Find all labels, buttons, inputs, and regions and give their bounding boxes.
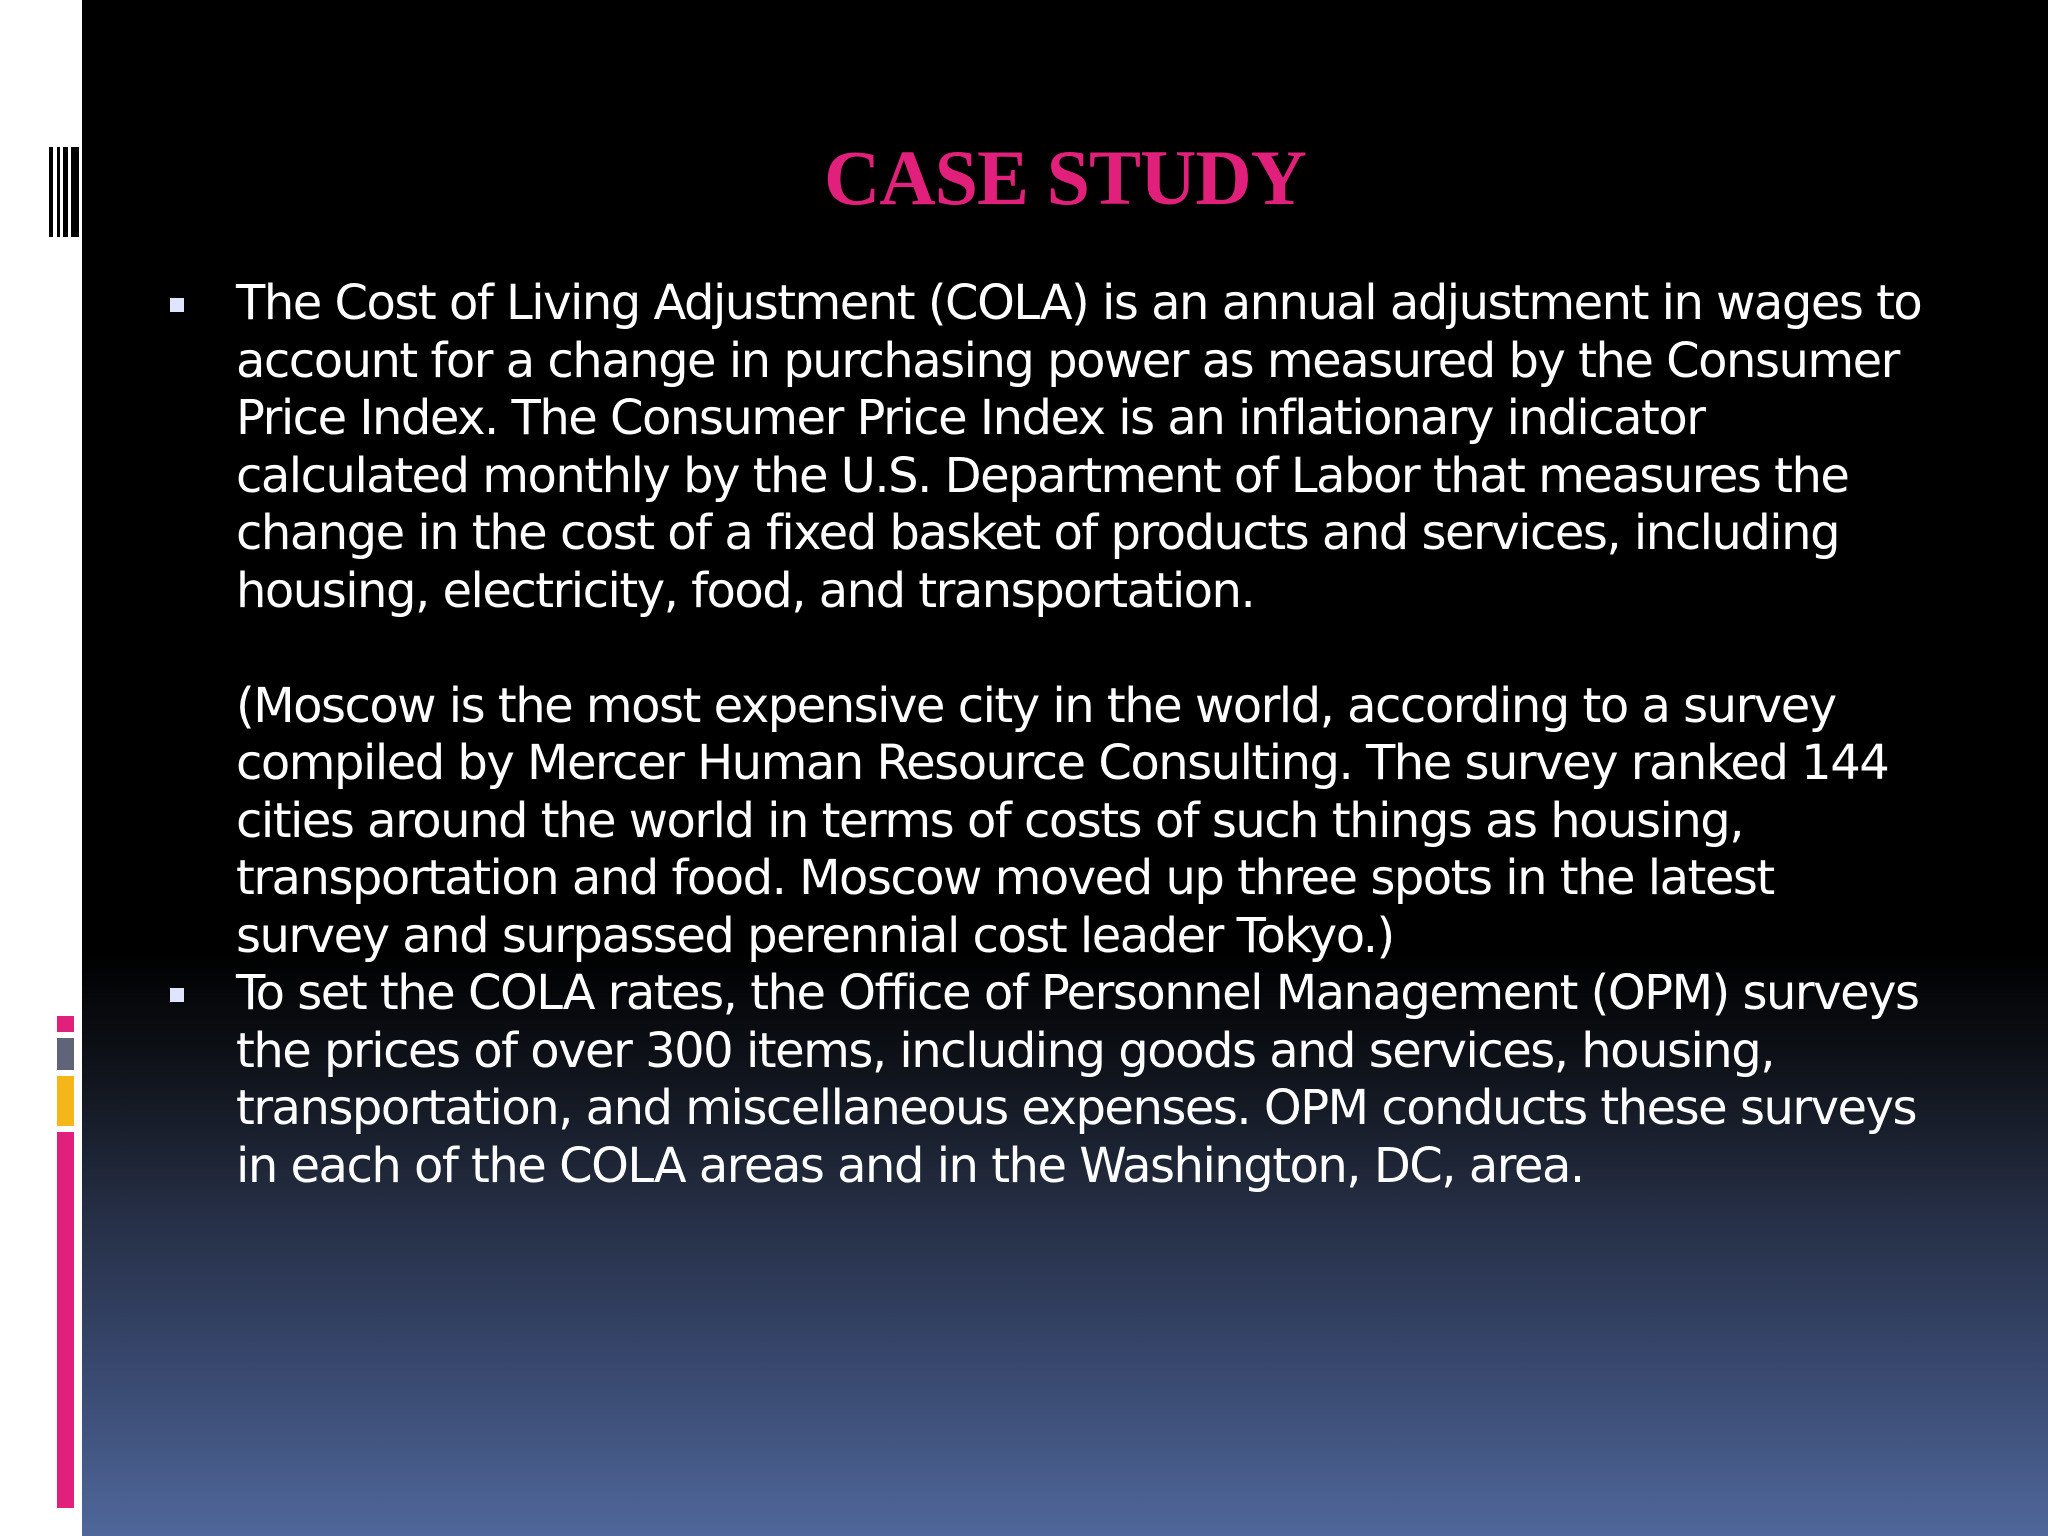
accent-gray (57, 1038, 74, 1070)
accent-pink-bar (57, 1132, 74, 1508)
slide-title: CASE STUDY (824, 134, 1306, 221)
bullet-opm-survey (236, 965, 1936, 1195)
moscow-survey-text: (Moscow is the most expensive city in the world, according to a survey compiled by Mercer Human Resource Consulting. The survey ranked 144 cities around the world in terms of costs of such things as housing, transportation and food. Moscow moved up three spots in the latest survey and surpassed perennial cost leader Tokyo.) (236, 677, 1889, 964)
square-bullet-icon (170, 298, 184, 312)
accent-yellow (57, 1076, 74, 1126)
cola-definition-text: The Cost of Living Adjustment (COLA) is an annual adjustment in wages to account for a change in purchasing power as measured by the Consumer Price Index. The Consumer Price Index is an inflationary indicator calculated monthly by the U.S. Department of Labor that measures the change in the cost of a fixed basket of products and services, including housing, electricity, food, and transportation. (236, 275, 1922, 619)
bullet-list (236, 275, 1936, 1195)
opm-survey-text: To set the COLA rates, the Office of Personnel Management (OPM) surveys the prices of over 300 items, including goods and services, housing, transportation, and miscellaneous expenses. OPM conducts these surveys in each of the COLA areas and in the Washington, DC, area. (236, 965, 1919, 1194)
accent-pink-top (57, 1016, 74, 1032)
left-decoration-strip (0, 0, 82, 1536)
barcode-decoration (49, 147, 79, 237)
square-bullet-icon (170, 988, 184, 1002)
bullet-cola-definition (236, 275, 1936, 965)
